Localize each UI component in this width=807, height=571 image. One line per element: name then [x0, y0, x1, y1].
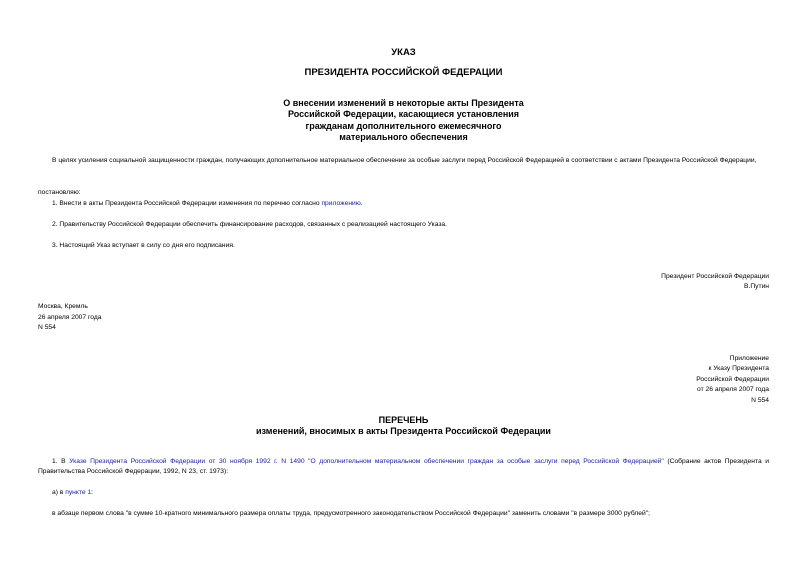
signature-position: Президент Российской Федерации: [661, 273, 769, 280]
appendix-line: от 26 апреля 2007 года: [697, 386, 769, 393]
decree-1490-link[interactable]: Указе Президента Российской Федерации от 30 ноября 1992 г. N 1490 "О дополнительном материальном обеспечении граждан за особые заслуги перед Российской Федерацией": [69, 458, 664, 465]
item-2: 2. Правительству Российской Федерации обеспечить финансирование расходов, связанных с реализацией настоящего Указа.: [52, 221, 447, 228]
change-1-prefix: 1. В: [52, 458, 70, 465]
document-issuer: ПРЕЗИДЕНТА РОССИЙСКОЙ ФЕДЕРАЦИИ: [304, 67, 503, 78]
point-1-link[interactable]: пункте 1: [65, 489, 92, 496]
subject-line: О внесении изменений в некоторые акты Президента: [283, 98, 524, 108]
subject-line: Российской Федерации, касающиеся установления: [287, 109, 520, 120]
document-subject: [0, 98, 807, 143]
item-1-end: .: [360, 200, 363, 207]
subject-line: материального обеспечения: [339, 131, 468, 142]
abzac-1-change: в абзаце первом слова "в сумме 10-кратного минимального размера оплаты труда, предусмотренного законодательством Российской Федерации" заменить словами "в размере 3000 рублей";: [52, 510, 650, 517]
preamble-paragraph: В целях усиления социальной защищенности граждан, получающих дополнительное материальное обеспечение за особые заслуги перед Российской Федерацией в соответствии с актами Президента Российской Федерации,: [52, 157, 757, 164]
appendix-line: Российской Федерации: [696, 376, 769, 383]
change-1: [38, 457, 769, 476]
subitem-a: [52, 488, 93, 498]
item-1-text: 1. Внести в акты Президента Российской Федерации изменения по перечню согласно: [52, 200, 322, 207]
decree-number: N 554: [38, 324, 56, 331]
item-1: [52, 199, 363, 209]
appendix-line: N 554: [751, 397, 769, 404]
appendix-link[interactable]: приложению: [321, 200, 361, 207]
subitem-a-suffix: :: [91, 489, 94, 496]
appendix-line: Приложение: [729, 355, 769, 362]
list-title: ПЕРЕЧЕНЬ: [378, 415, 429, 425]
document-title: УКАЗ: [391, 47, 416, 58]
signature-name: В.Путин: [744, 283, 769, 290]
list-subtitle: изменений, вносимых в акты Президента Российской Федерации: [256, 426, 551, 436]
subject-line: гражданам дополнительного ежемесячного: [305, 120, 502, 131]
subitem-a-prefix: а) в: [52, 489, 66, 496]
signing-place: Москва, Кремль: [38, 303, 88, 310]
decree-word: постановляю:: [38, 189, 81, 196]
appendix-line: к Указу Президента: [708, 365, 769, 372]
change-1-suffix: (Собрание актов Президента и Правительства Российской Федерации, 1992, N 23, ст. 1973):: [38, 458, 769, 475]
signing-date: 26 апреля 2007 года: [38, 314, 102, 321]
item-3: 3. Настоящий Указ вступает в силу со дня его подписания.: [52, 242, 235, 249]
